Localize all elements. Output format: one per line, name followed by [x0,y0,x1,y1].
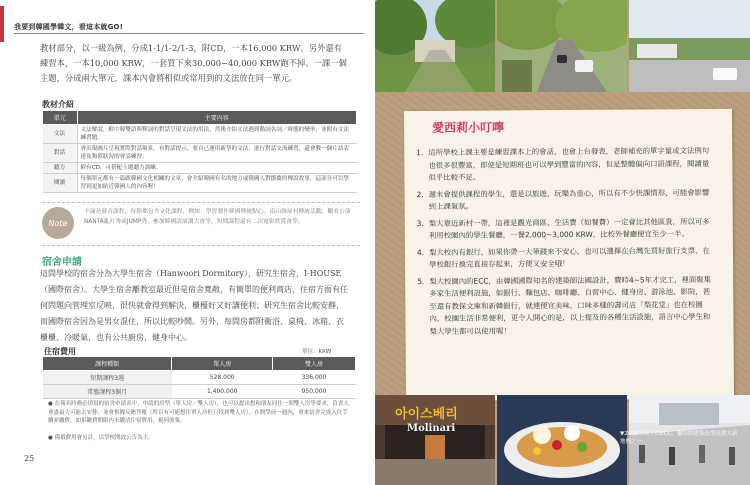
tips-notepad [404,109,734,401]
header-rule [14,33,364,34]
tips-item-number: 5. [417,276,425,286]
tips-item-text: 梨大靠近新村一帶，這裡是觀光商區，生活費（如餐費）一定會比其他區貴，所以可多利用校園內的學生餐廳，一餐2,000~3,000 KRW，比校外餐廳便宜至少一半。 [428,216,710,240]
list-item [417,215,717,242]
list-item [417,244,717,271]
fees-unit: 單位：KRW [302,349,332,355]
photo-street [497,0,627,92]
note-badge: Note [42,207,74,239]
materials-unit: 聽力 [43,163,78,174]
fees-cell: 528,000 [172,371,273,385]
materials-table [42,110,357,193]
photo-ecc-top [629,0,750,92]
table-row [43,125,357,144]
photo-waffle [497,395,627,485]
fees-header-type: 課程種類 [43,357,172,371]
fees-header-row [43,357,356,371]
materials-header-row [43,111,357,125]
list-item [416,145,716,185]
photo-ecc-top-image [629,0,750,92]
intro-paragraph: 教材部分，以一級為例，分成1-1/1-2/1-3，附CD，一本16,000 KRW。另外還有練習本，一本10,000 KRW，一套買下來30,000~40,000 KRW跑不掉。一課一個主題，分成兩大單元，課本內會將相似或常用到的文法放在同一單元。 [40,43,347,83]
table-row [43,385,356,399]
fees-cell: 336,000 [273,371,356,385]
materials-unit: 文法 [43,125,78,144]
store-sign-korean: 아이스베리 [395,407,458,422]
tips-item-number: 1. [416,148,424,158]
fees-cell: 短期課程3週 [43,371,172,385]
page-number: 25 [24,454,35,463]
fees-table [42,356,356,399]
tips-item-number: 4. [416,247,425,257]
bullet-icon: ● [48,401,55,407]
fees-cell: 常態課程3個月 [43,385,172,399]
materials-unit: 對話 [43,144,78,163]
table-row [43,163,357,174]
tips-item-number: 2. [416,189,424,199]
note-divider-bottom [42,245,360,246]
running-header: 我要到韓國學韓文，看這本就GO! [14,23,124,31]
fees-header-double: 雙人房 [273,357,356,371]
tips-item-text: 這所學校上課主要是練習課本上的會話，也會上台發表，老師補充的單字量或文法例句也很多很豐富，即使是短期班也可以學到豐富的內容，但是整體偏向口語課程，閱讀量似乎比較不足。 [428,146,710,182]
tips-title: 愛西莉小叮嚀 [432,120,505,135]
tips-item-number: 3. [416,218,424,228]
note-text: 不論是發音課程，每節都包含文化課程，例如：學習製作韓國傳統點心、南山韓屋村傳統活動、觀看公演NANTA亂打秀或JUMP秀、參加韓國語演講大會等，短期課程還有二次電影欣賞會等。 [84,209,351,225]
materials-content: 每個單元都有一篇跟韓國文化相關的文章，會介紹韓國有名的地方或韓國人對節慶的傳說故事，這部分可以學習到更加貼近韓國人的內容喔！ [77,174,357,193]
photo-waffle-image [497,395,627,485]
fees-header-single: 單人房 [172,357,273,371]
materials-header-unit: 單元 [43,111,78,125]
tips-item-text: 梨大校內有銀行，如果你帶一大筆錢來不安心，也可以選擇在台灣先買好旅行支票，在學校銀行換完直接存起來，方便又安全哦！ [428,245,710,269]
list-item [417,186,717,213]
photo-campus-path-image [375,0,495,92]
fees-cell: 950,000 [273,385,356,399]
table-row [43,371,356,385]
bullet-text: 備抵費用會另計，以學校開放公告為主。 [54,435,154,441]
fees-cell: 1,400,000 [172,385,273,399]
materials-content: 會出現圖片呈現實際對話場景，有對話提示，要自己運用新學的文法，進行對話交流練習，還會教一個片語表達及類似狀況的會話練習。 [77,144,357,163]
photo-caption: ▼2008年竣工的ECC，獨特的建築造型是梨大新地標之一 [620,431,738,445]
photo-storefront [375,395,495,485]
page-accent-bar [0,6,4,42]
photo-campus-path [375,0,495,92]
photo-street-image [497,0,627,92]
bullet-icon: ● [48,435,55,441]
materials-content: 附有CD，可搭配主題聽力訓練。 [77,163,357,174]
store-sign-latin: Molinari [407,423,456,434]
bullet-item [48,434,353,443]
dorm-paragraph: 這間學校的宿舍分為大學生宿舍（Hanwoori Dormitory），研究生宿舍，I-HOUSE（國際宿舍）。大學生宿舍離教室最近但是宿舍寬敞，有簡單的便利商店，住宿方面有任何問題向管理室反映，很快就會得到解決，櫃檯好又好講便利；研究生宿舍比較安靜，而國際宿舍因為是男女混住，所以比較吵鬧。另外，每間房都附衛浴、桌椅、冰箱、衣櫃櫃、冷暖氣，也有公共廚房，健身中心。 [40,269,348,342]
bullet-text: 在報名時務必填寫的宿舍申請表中，申請的房型（單人房／雙人房），也可以提出想和朋友同住一間雙人房等要求，負責人會盡最大可能去安排，並會根據反應答覆（所以有可能想住單人房但只找到雙人房）。在開學前一週內，會來宿舍完成入住手續並繳費，如果繳費期限內未繳清住宿費用，視同放棄。 [48,401,349,424]
materials-unit: 閱讀 [43,174,78,193]
list-item [417,273,717,338]
materials-content: 文法解說，附中韓雙語與釋詞的對話呈現文法的用法，然後介紹文法遇到動詞名詞／時態的變形，並附有文法練習題。 [77,125,357,144]
fees-title: 住宿費用 [44,347,76,356]
dorm-title: 宿舍申請 [42,257,82,268]
table-row [43,144,357,163]
materials-title: 教材介紹 [42,100,74,109]
tips-item-text: 週末會提供課程的學生，還是以旅遊、玩樂為重心，所以有不少快課情形，可能會影響到上課氣氛。 [428,187,710,211]
note-divider-top [42,202,360,203]
tips-item-text: 梨大校園內的ECC，由韓國國際知名的建築師法國設計，費時4~5年才完工，裡面聚集多家生活便利設施，如銀行、麵包店、咖啡廳、自習中心、健身房、游泳池、影院，甚至還有教保文庫和新韓銀行，就連便宜美味，口味多樣的壽司店「梨花堂」也在校園內，校園生活非常便利，更令人開心的是，以上提及的各種生活設施，語言中心學生和梨大學生都可以使用喔！ [429,274,712,336]
materials-header-content: 主要內容 [77,111,357,125]
note-box [42,205,360,243]
tips-list [416,145,717,342]
bullet-item [48,400,353,426]
table-row [43,174,357,193]
